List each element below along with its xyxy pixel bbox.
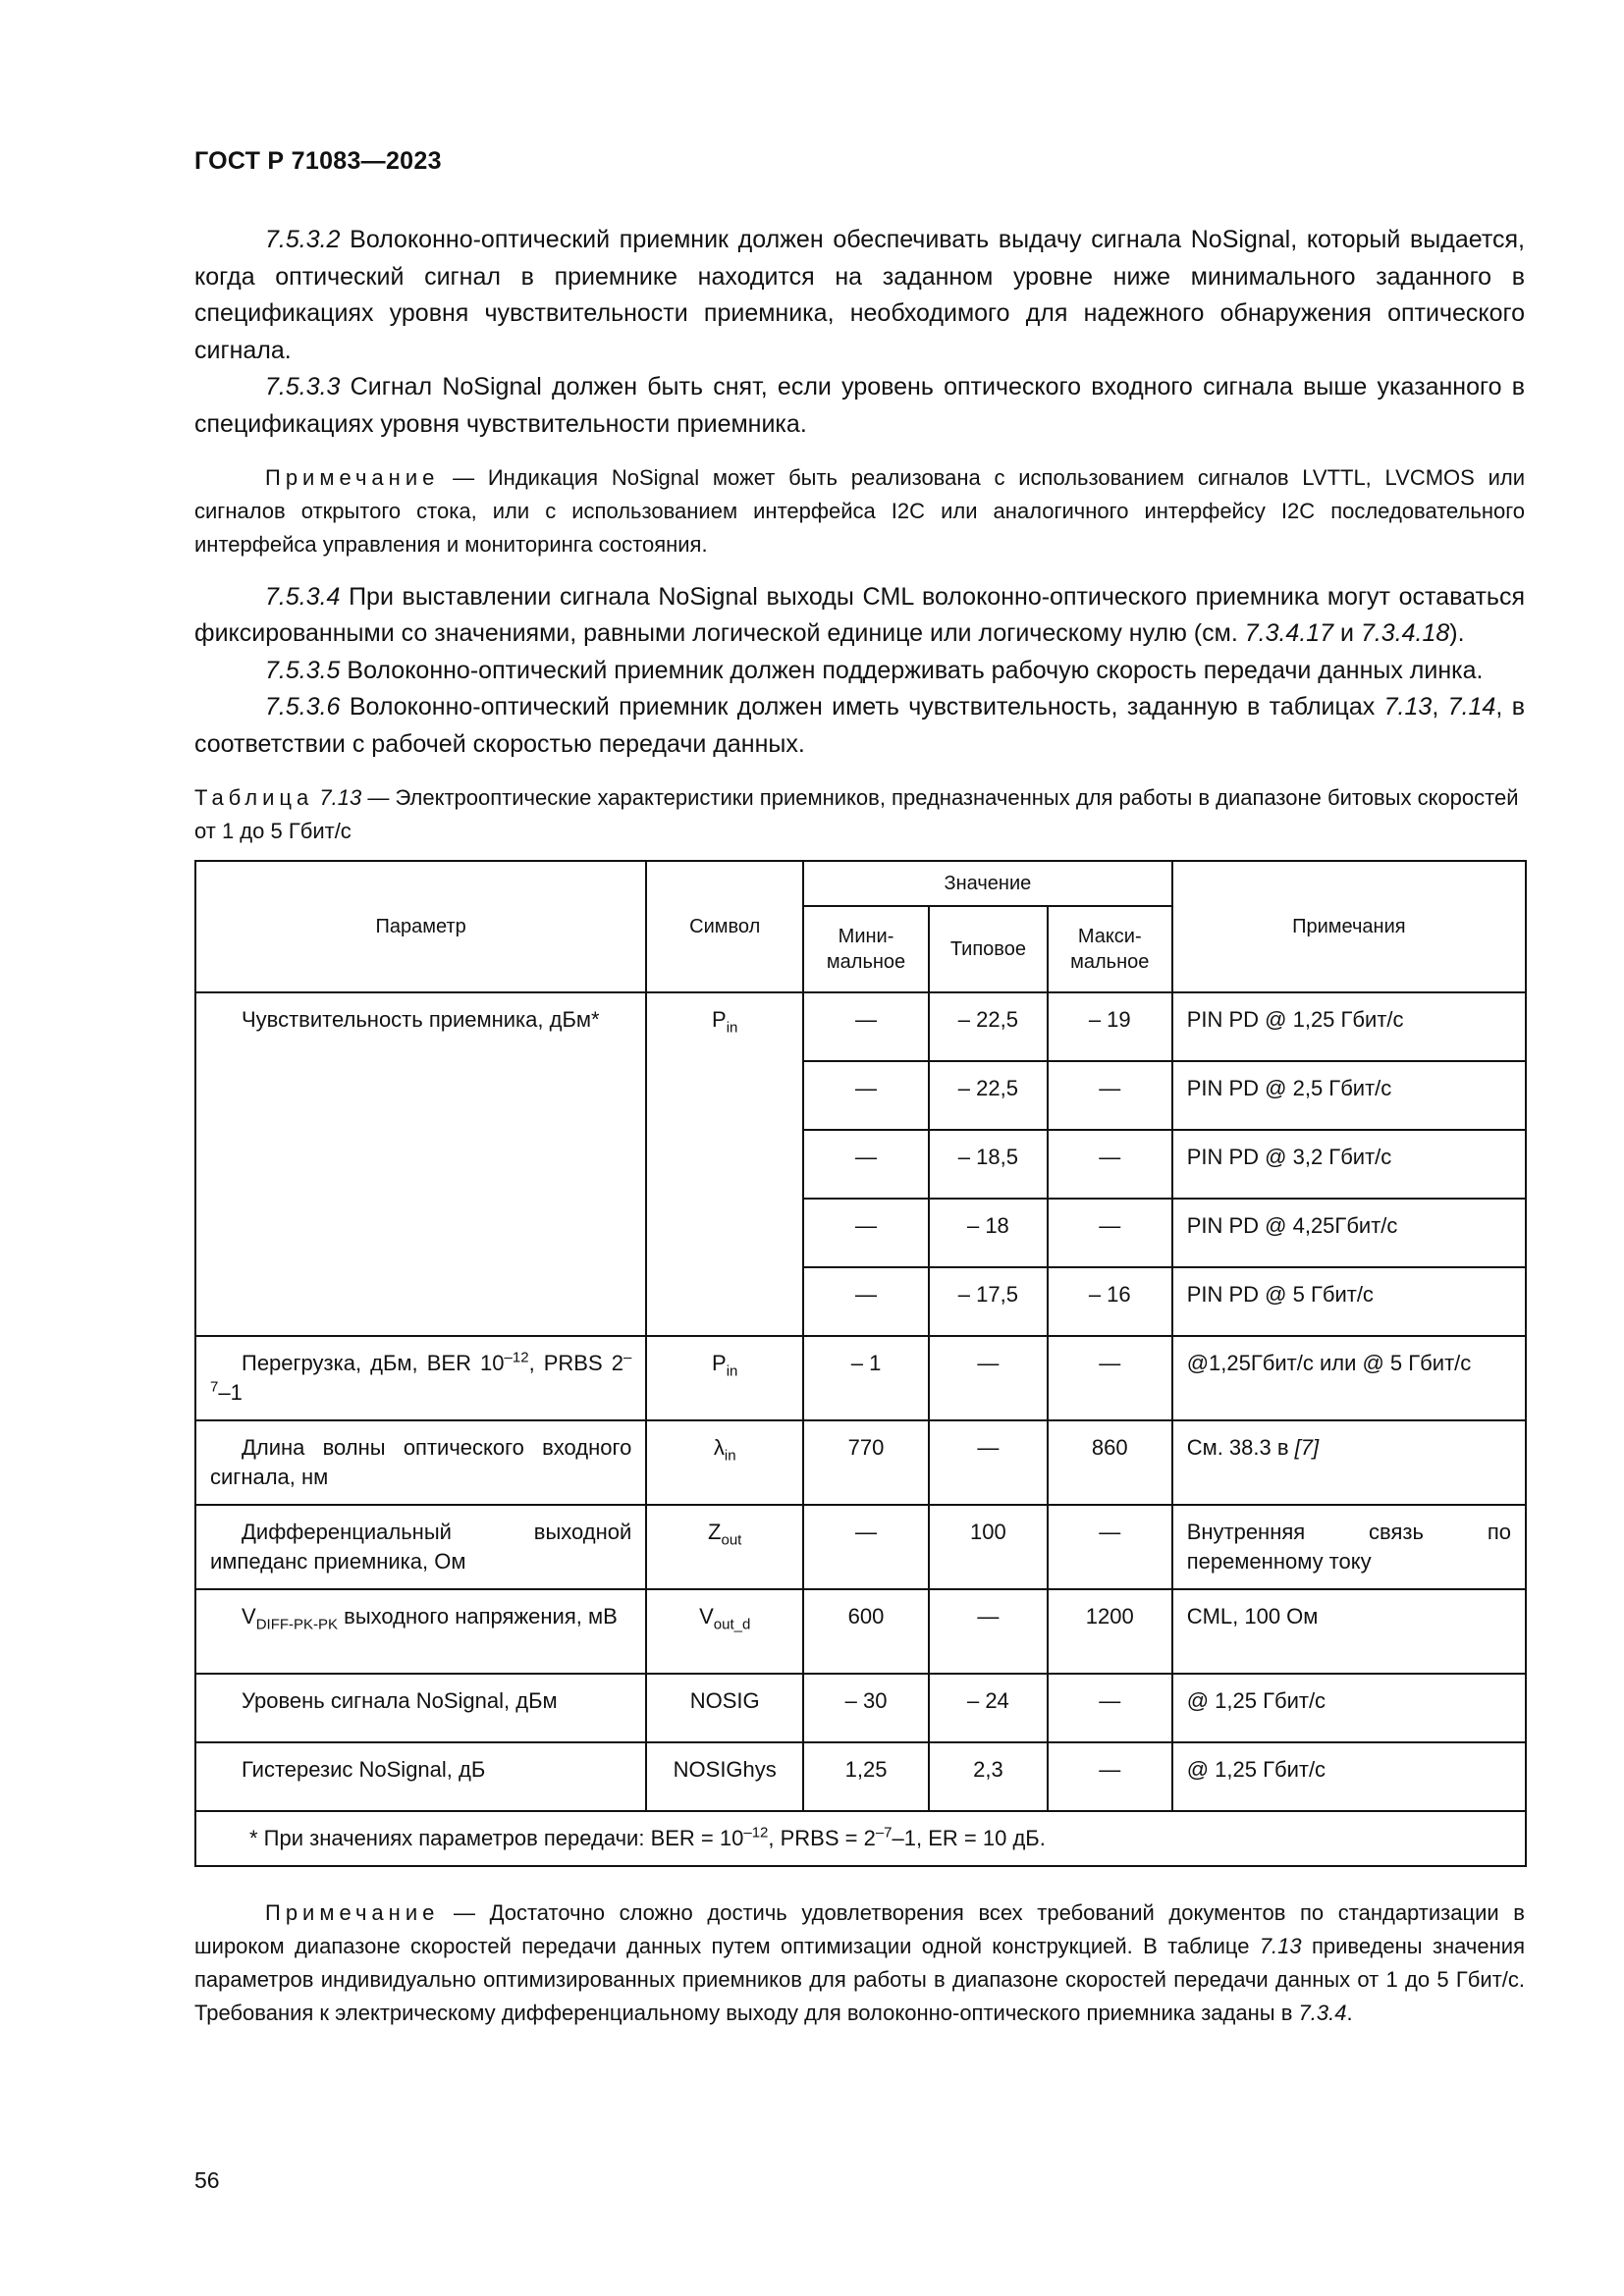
paragraph-text: Волоконно-оптический приемник должен обеспечивать выдачу сигнала NoSignal, который выдается, когда оптический сигнал в приемнике находится на заданном уровне ниже минимального заданного в спецификациях уровня чувствительности приемника, необходимого для надежного обнаружения оптического сигнала. <box>194 226 1525 364</box>
note-cell: Внутренняя связь по переменному току <box>1172 1505 1526 1589</box>
table-caption <box>194 781 1525 848</box>
max-cell: – 16 <box>1048 1267 1172 1336</box>
param-text: Дифференциальный выходной импеданс приемника, Ом <box>210 1519 632 1574</box>
param-overload <box>195 1336 646 1420</box>
param-sub: DIFF-PK-PK <box>255 1615 339 1632</box>
symbol-sub: out <box>721 1530 742 1548</box>
note-cell: PIN PD @ 1,25 Гбит/с <box>1172 992 1526 1061</box>
symbol-cell <box>646 1589 803 1674</box>
symbol-sub: in <box>726 1018 738 1036</box>
param-sup: –7 <box>210 1349 632 1396</box>
symbol-cell <box>646 992 803 1336</box>
typ-cell: – 17,5 <box>929 1267 1048 1336</box>
note-text: — Достаточно сложно достичь удовлетворения всех требований документов по стандартизации в широком диапазоне скоростей передачи данных путем оптимизации одной конструкцией. В таблице <box>194 1899 1525 1958</box>
param-part: V <box>242 1603 256 1629</box>
paragraph-text: , <box>1432 693 1448 721</box>
min-cell: 1,25 <box>803 1742 929 1811</box>
param-sensitivity <box>195 992 646 1336</box>
min-cell: – 1 <box>803 1336 929 1420</box>
param-text <box>210 1349 631 1408</box>
param-hysteresis <box>195 1742 646 1811</box>
param-text: Чувствительность приемника, дБм* <box>242 1006 600 1032</box>
typ-cell: — <box>929 1336 1048 1420</box>
paragraph-7-5-3-2 <box>194 222 1525 369</box>
typ-cell: – 22,5 <box>929 992 1048 1061</box>
footnote-sup: –7 <box>875 1824 893 1842</box>
param-nosig <box>195 1674 646 1742</box>
note-cell: PIN PD @ 4,25Гбит/с <box>1172 1199 1526 1267</box>
typ-cell: — <box>929 1420 1048 1505</box>
max-cell: — <box>1048 1061 1172 1130</box>
clause-number: 7.5.3.2 <box>265 226 341 253</box>
document-body <box>194 222 1525 2030</box>
paragraph-7-5-3-5 <box>194 653 1525 690</box>
symbol-sub: out_d <box>713 1615 751 1632</box>
footnote-part: * При значениях параметров передачи: BER = 10 <box>249 1825 744 1850</box>
typ-cell: – 18 <box>929 1199 1048 1267</box>
table-row <box>195 1742 1526 1811</box>
page-number: 56 <box>194 2167 220 2193</box>
min-cell: — <box>803 1267 929 1336</box>
clause-number: 7.5.3.6 <box>265 693 341 721</box>
header-value: Значение <box>803 861 1172 906</box>
param-text: Гистерезис NoSignal, дБ <box>242 1756 486 1782</box>
paragraph-7-5-3-3 <box>194 369 1525 443</box>
table-reference: 7.13 <box>1259 1933 1302 1958</box>
note-text: См. 38.3 в <box>1186 1434 1295 1460</box>
table-header-row <box>195 861 1526 906</box>
footnote-part: , PRBS = 2 <box>768 1825 876 1850</box>
symbol-main: P <box>712 1006 727 1032</box>
min-cell: 770 <box>803 1420 929 1505</box>
min-cell: — <box>803 1130 929 1199</box>
max-cell: — <box>1048 1336 1172 1420</box>
note-text: — Индикация NoSignal может быть реализована с использованием сигналов LVTTL, LVCMOS или сигналов открытого стока, или с использованием интерфейса I2C или аналогичного интерфейсу I2C последовательного интерфейса управления и мониторинга состояния. <box>194 464 1525 557</box>
min-cell: — <box>803 992 929 1061</box>
param-sup: –12 <box>504 1349 529 1366</box>
typ-cell: – 22,5 <box>929 1061 1048 1130</box>
symbol-main: V <box>699 1603 714 1629</box>
note-cell: PIN PD @ 3,2 Гбит/с <box>1172 1130 1526 1199</box>
clause-reference: 7.3.4.18 <box>1360 619 1450 648</box>
note-cell: CML, 100 Ом <box>1172 1589 1526 1674</box>
typ-cell: — <box>929 1589 1048 1674</box>
paragraph-text: , в соответствии с рабочей скоростью передачи данных. <box>194 693 1525 758</box>
min-cell: 600 <box>803 1589 929 1674</box>
document-header: ГОСТ Р 71083—2023 <box>194 147 442 175</box>
paragraph-text: Волоконно-оптический приемник должен иметь чувствительность, заданную в таблицах <box>340 693 1384 721</box>
table-row <box>195 1589 1526 1674</box>
note-cell: PIN PD @ 2,5 Гбит/с <box>1172 1061 1526 1130</box>
max-cell: — <box>1048 1199 1172 1267</box>
typ-cell: 100 <box>929 1505 1048 1589</box>
max-cell: — <box>1048 1505 1172 1589</box>
max-cell: — <box>1048 1674 1172 1742</box>
header-symbol: Символ <box>646 861 803 992</box>
table-row <box>195 1674 1526 1742</box>
clause-number: 7.5.3.4 <box>265 582 341 611</box>
header-typ: Типовое <box>929 906 1048 992</box>
min-cell: — <box>803 1061 929 1130</box>
table-row <box>195 1420 1526 1505</box>
header-max: Макси-мальное <box>1048 906 1172 992</box>
note-1 <box>194 461 1525 561</box>
max-cell: — <box>1048 1742 1172 1811</box>
max-cell: – 19 <box>1048 992 1172 1061</box>
note-cell: @ 1,25 Гбит/с <box>1172 1674 1526 1742</box>
note-cell: PIN PD @ 5 Гбит/с <box>1172 1267 1526 1336</box>
table-row <box>195 992 1526 1061</box>
paragraph-text: Волоконно-оптический приемник должен поддерживать рабочую скорость передачи данных линка. <box>340 656 1484 684</box>
paragraph-7-5-3-4 <box>194 579 1525 653</box>
param-part: выходного напряжения, мВ <box>338 1603 618 1629</box>
symbol-main: Z <box>708 1519 722 1544</box>
header-min: Мини-мальное <box>803 906 929 992</box>
footnote-sup: –12 <box>743 1824 769 1842</box>
paragraph-text: Сигнал NoSignal должен быть снят, если уровень оптического входного сигнала выше указанного в спецификациях уровня чувствительности приемника. <box>194 373 1525 438</box>
param-part: Перегрузка, дБм, BER 10 <box>242 1350 505 1375</box>
characteristics-table <box>194 860 1527 1867</box>
param-impedance <box>195 1505 646 1589</box>
param-part: –1 <box>218 1379 243 1405</box>
symbol-cell: NOSIG <box>646 1674 803 1742</box>
note-2 <box>194 1896 1525 2030</box>
paragraph-7-5-3-6 <box>194 689 1525 763</box>
param-part: , PRBS 2 <box>528 1350 623 1375</box>
note-label: Примечание <box>265 464 440 490</box>
bibliography-reference: [7] <box>1294 1434 1320 1460</box>
symbol-main: P <box>712 1350 727 1375</box>
max-cell: 860 <box>1048 1420 1172 1505</box>
table-row <box>195 1336 1526 1420</box>
paragraph-text: и <box>1333 619 1361 648</box>
symbol-cell <box>646 1336 803 1420</box>
typ-cell: – 18,5 <box>929 1130 1048 1199</box>
paragraph-text: ). <box>1449 619 1465 648</box>
note-text: приведены значения параметров индивидуально оптимизированных приемников для работы в диапазоне скоростей передачи данных от 1 до 5 Гбит/с. Требования к электрическому дифференциальному выходу для волоконно-оптического приемника заданы в <box>194 1933 1525 2025</box>
clause-reference: 7.3.4 <box>1298 2000 1347 2025</box>
paragraph-text: При выставлении сигнала NoSignal выходы CML волоконно-оптического приемника могут оставаться фиксированными со значениями, равными логической единице или логическому нулю (см. <box>194 582 1525 648</box>
table-caption-label: Таблица <box>194 784 314 810</box>
typ-cell: – 24 <box>929 1674 1048 1742</box>
note-label: Примечание <box>265 1899 440 1925</box>
param-wavelength <box>195 1420 646 1505</box>
typ-cell: 2,3 <box>929 1742 1048 1811</box>
symbol-sub: in <box>724 1446 736 1464</box>
symbol-main: λ <box>713 1434 725 1460</box>
table-caption-number: 7.13 <box>319 784 362 810</box>
param-text: Длина волны оптического входного сигнала, нм <box>210 1434 632 1489</box>
note-cell: @1,25Гбит/с или @ 5 Гбит/с <box>1172 1336 1526 1420</box>
footnote-part: –1, ER = 10 дБ. <box>892 1825 1046 1850</box>
symbol-cell <box>646 1420 803 1505</box>
clause-number: 7.5.3.5 <box>265 656 341 684</box>
table-footnote-row <box>195 1811 1526 1866</box>
table-caption-text: — Электрооптические характеристики приемников, предназначенных для работы в диапазоне битовых скоростей от 1 до 5 Гбит/с <box>194 784 1519 843</box>
table-row <box>195 1505 1526 1589</box>
symbol-cell: NOSIGhys <box>646 1742 803 1811</box>
header-notes: Примечания <box>1172 861 1526 992</box>
clause-reference: 7.3.4.17 <box>1244 619 1334 648</box>
min-cell: — <box>803 1505 929 1589</box>
note-cell <box>1172 1420 1526 1505</box>
param-text <box>210 1602 631 1631</box>
max-cell: — <box>1048 1130 1172 1199</box>
table-footnote <box>195 1811 1526 1866</box>
min-cell: — <box>803 1199 929 1267</box>
max-cell: 1200 <box>1048 1589 1172 1674</box>
clause-number: 7.5.3.3 <box>265 373 341 401</box>
min-cell: – 30 <box>803 1674 929 1742</box>
header-parameter: Параметр <box>195 861 646 992</box>
param-text: Уровень сигнала NoSignal, дБм <box>242 1687 558 1713</box>
note-cell: @ 1,25 Гбит/с <box>1172 1742 1526 1811</box>
table-reference: 7.13 <box>1383 693 1433 721</box>
note-text: . <box>1346 2000 1353 2025</box>
symbol-cell <box>646 1505 803 1589</box>
table-reference: 7.14 <box>1447 693 1496 721</box>
param-vdiff <box>195 1589 646 1674</box>
symbol-sub: in <box>726 1362 738 1379</box>
